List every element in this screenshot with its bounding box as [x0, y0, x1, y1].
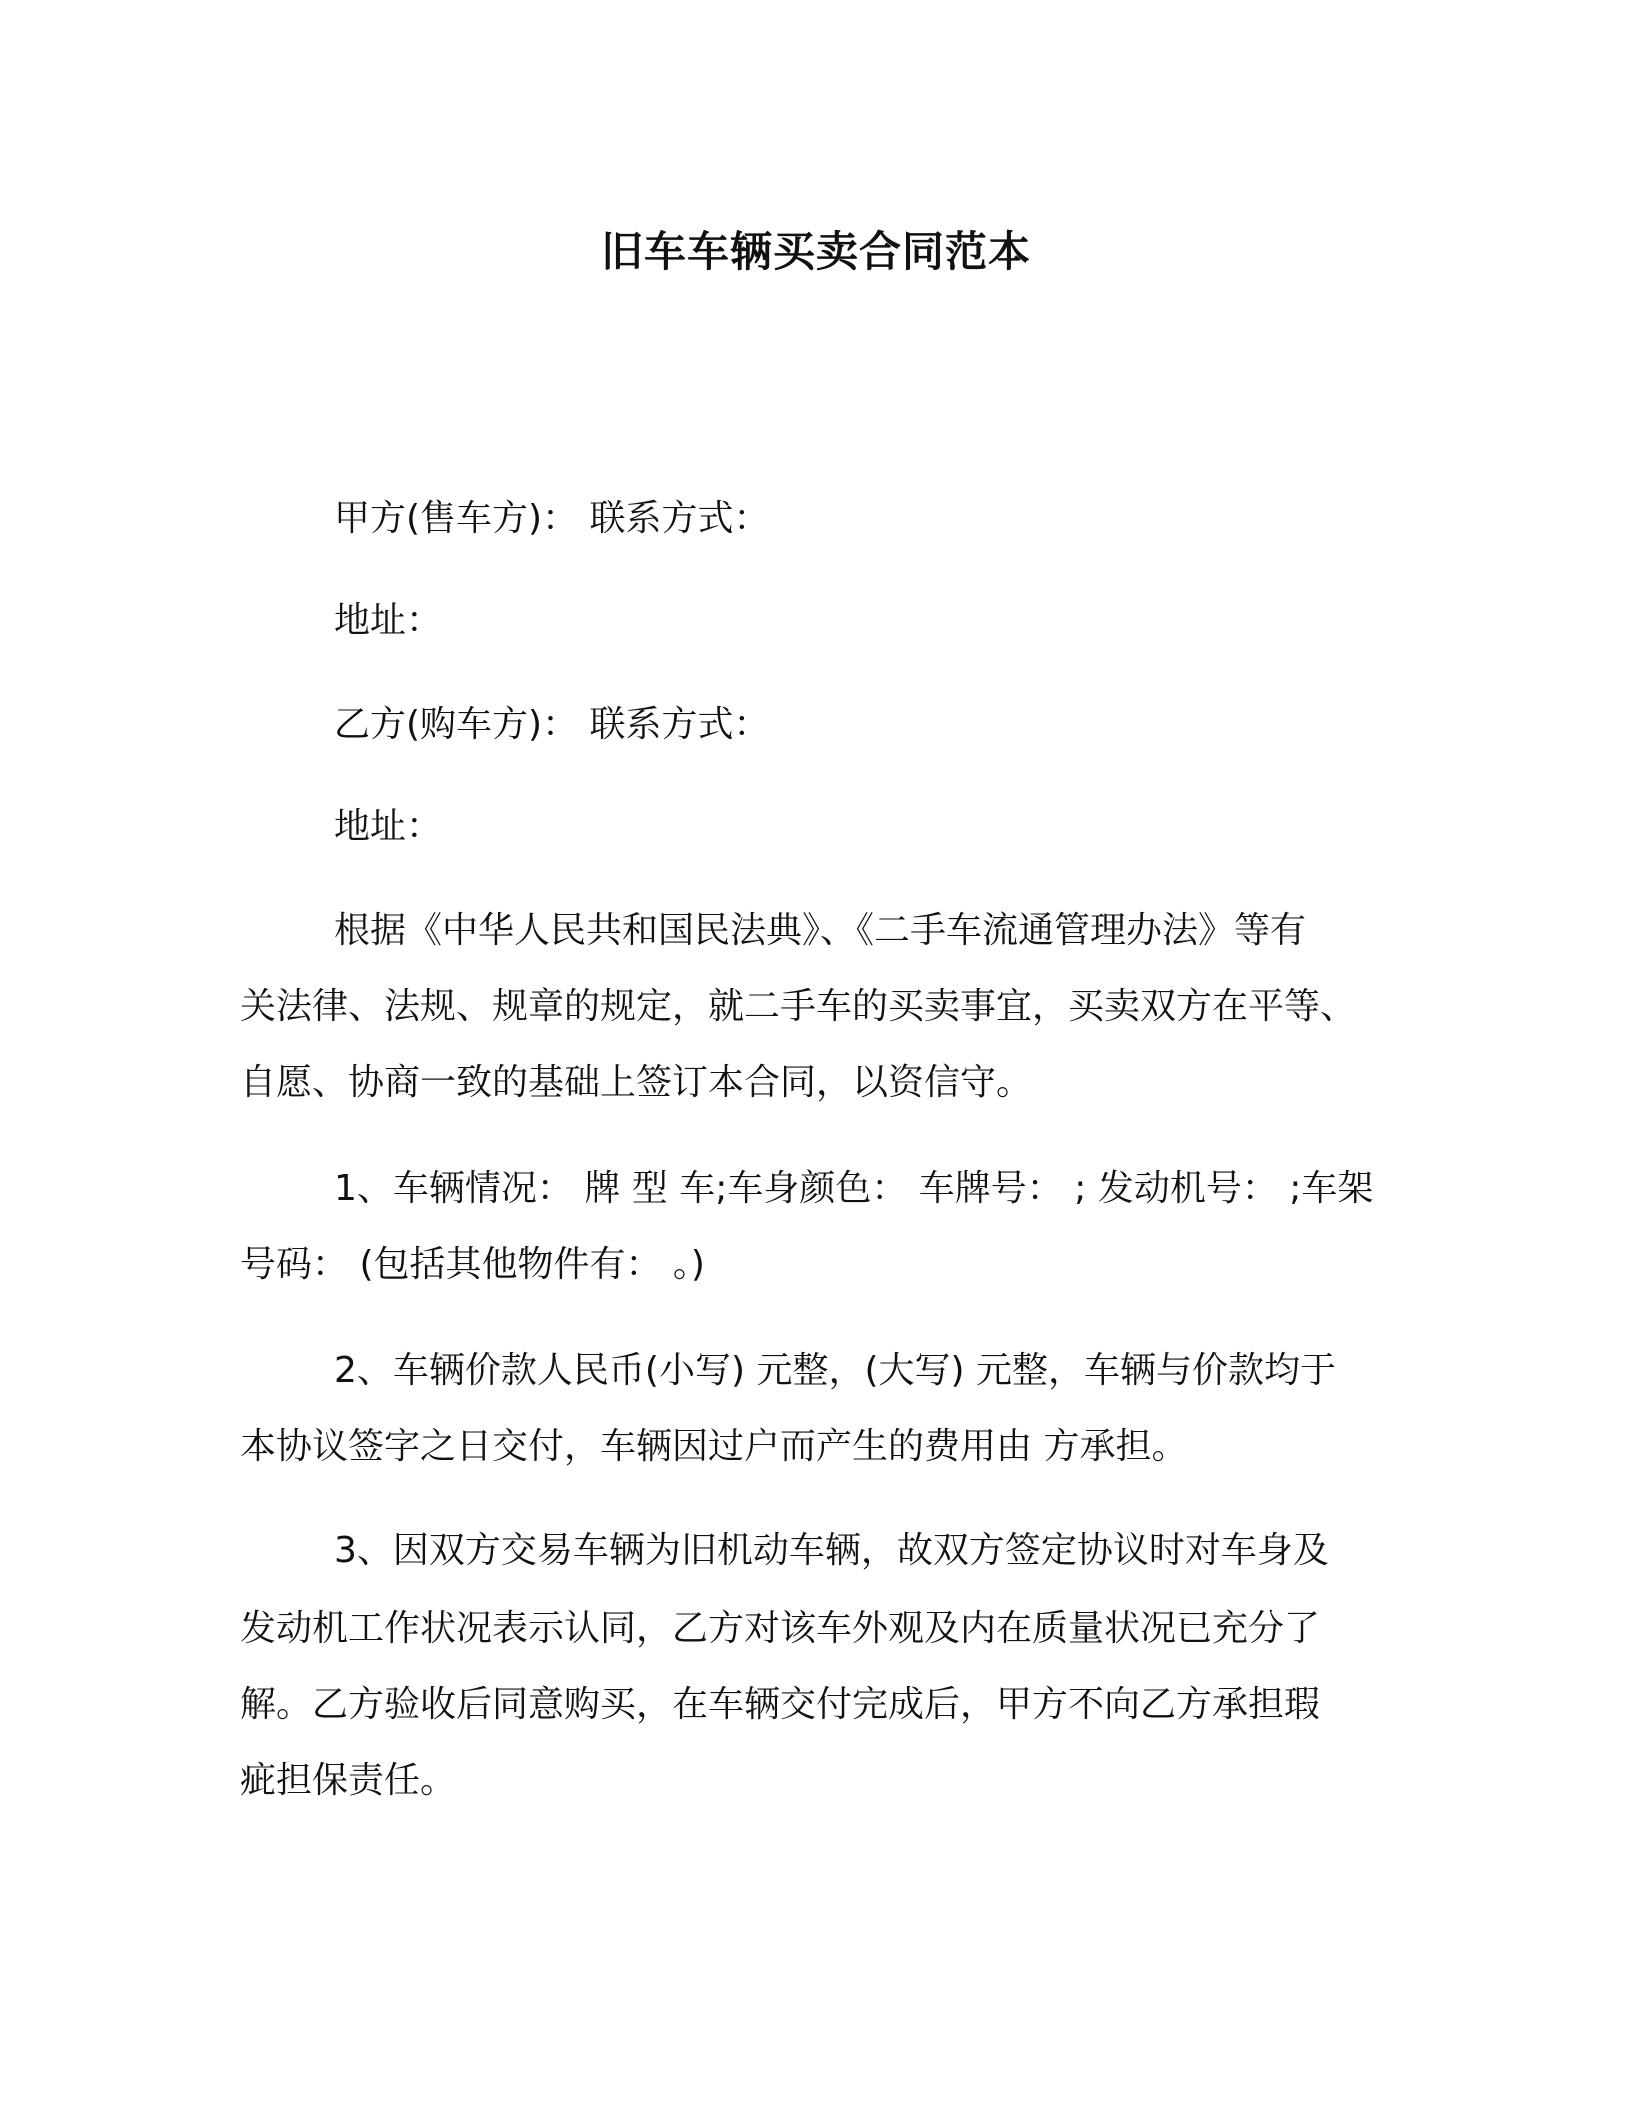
clause-3-line-4: 疵担保责任。	[240, 1760, 457, 1801]
document-title: 旧车车辆买卖合同范本	[600, 227, 1031, 276]
preamble-line-2: 关法律、法规、规章的规定，就二手车的买卖事宜，买卖双方在平等、	[240, 986, 1357, 1027]
preamble-line-3: 自愿、协商一致的基础上签订本合同，以资信守。	[240, 1062, 1033, 1103]
clause-3-line-3: 解。乙方验收后同意购买，在车辆交付完成后，甲方不向乙方承担瑕	[240, 1684, 1321, 1725]
clause-2-line-1: 2、车辆价款人民币(小写) 元整，(大写) 元整，车辆与价款均于	[334, 1350, 1336, 1391]
clause-1-line-2: 号码： (包括其他物件有： 。)	[240, 1244, 705, 1285]
preamble-line-1: 根据《中华人民共和国民法典》、《二手车流通管理办法》等有	[334, 910, 1307, 951]
party-a-line: 甲方(售车方)： 联系方式：	[334, 498, 770, 539]
party-a-address: 地址：	[334, 600, 443, 641]
clause-1-line-1: 1、车辆情况： 牌 型 车;车身颜色： 车牌号： ; 发动机号： ;车架	[334, 1168, 1374, 1209]
clause-2-line-2: 本协议签字之日交付，车辆因过户而产生的费用由 方承担。	[240, 1426, 1188, 1467]
party-b-line: 乙方(购车方)： 联系方式：	[334, 704, 770, 745]
clause-3-line-1: 3、因双方交易车辆为旧机动车辆，故双方签定协议时对车身及	[334, 1530, 1329, 1571]
party-b-address: 地址：	[334, 806, 443, 847]
clause-3-line-2: 发动机工作状况表示认同，乙方对该车外观及内在质量状况已充分了	[240, 1608, 1321, 1649]
